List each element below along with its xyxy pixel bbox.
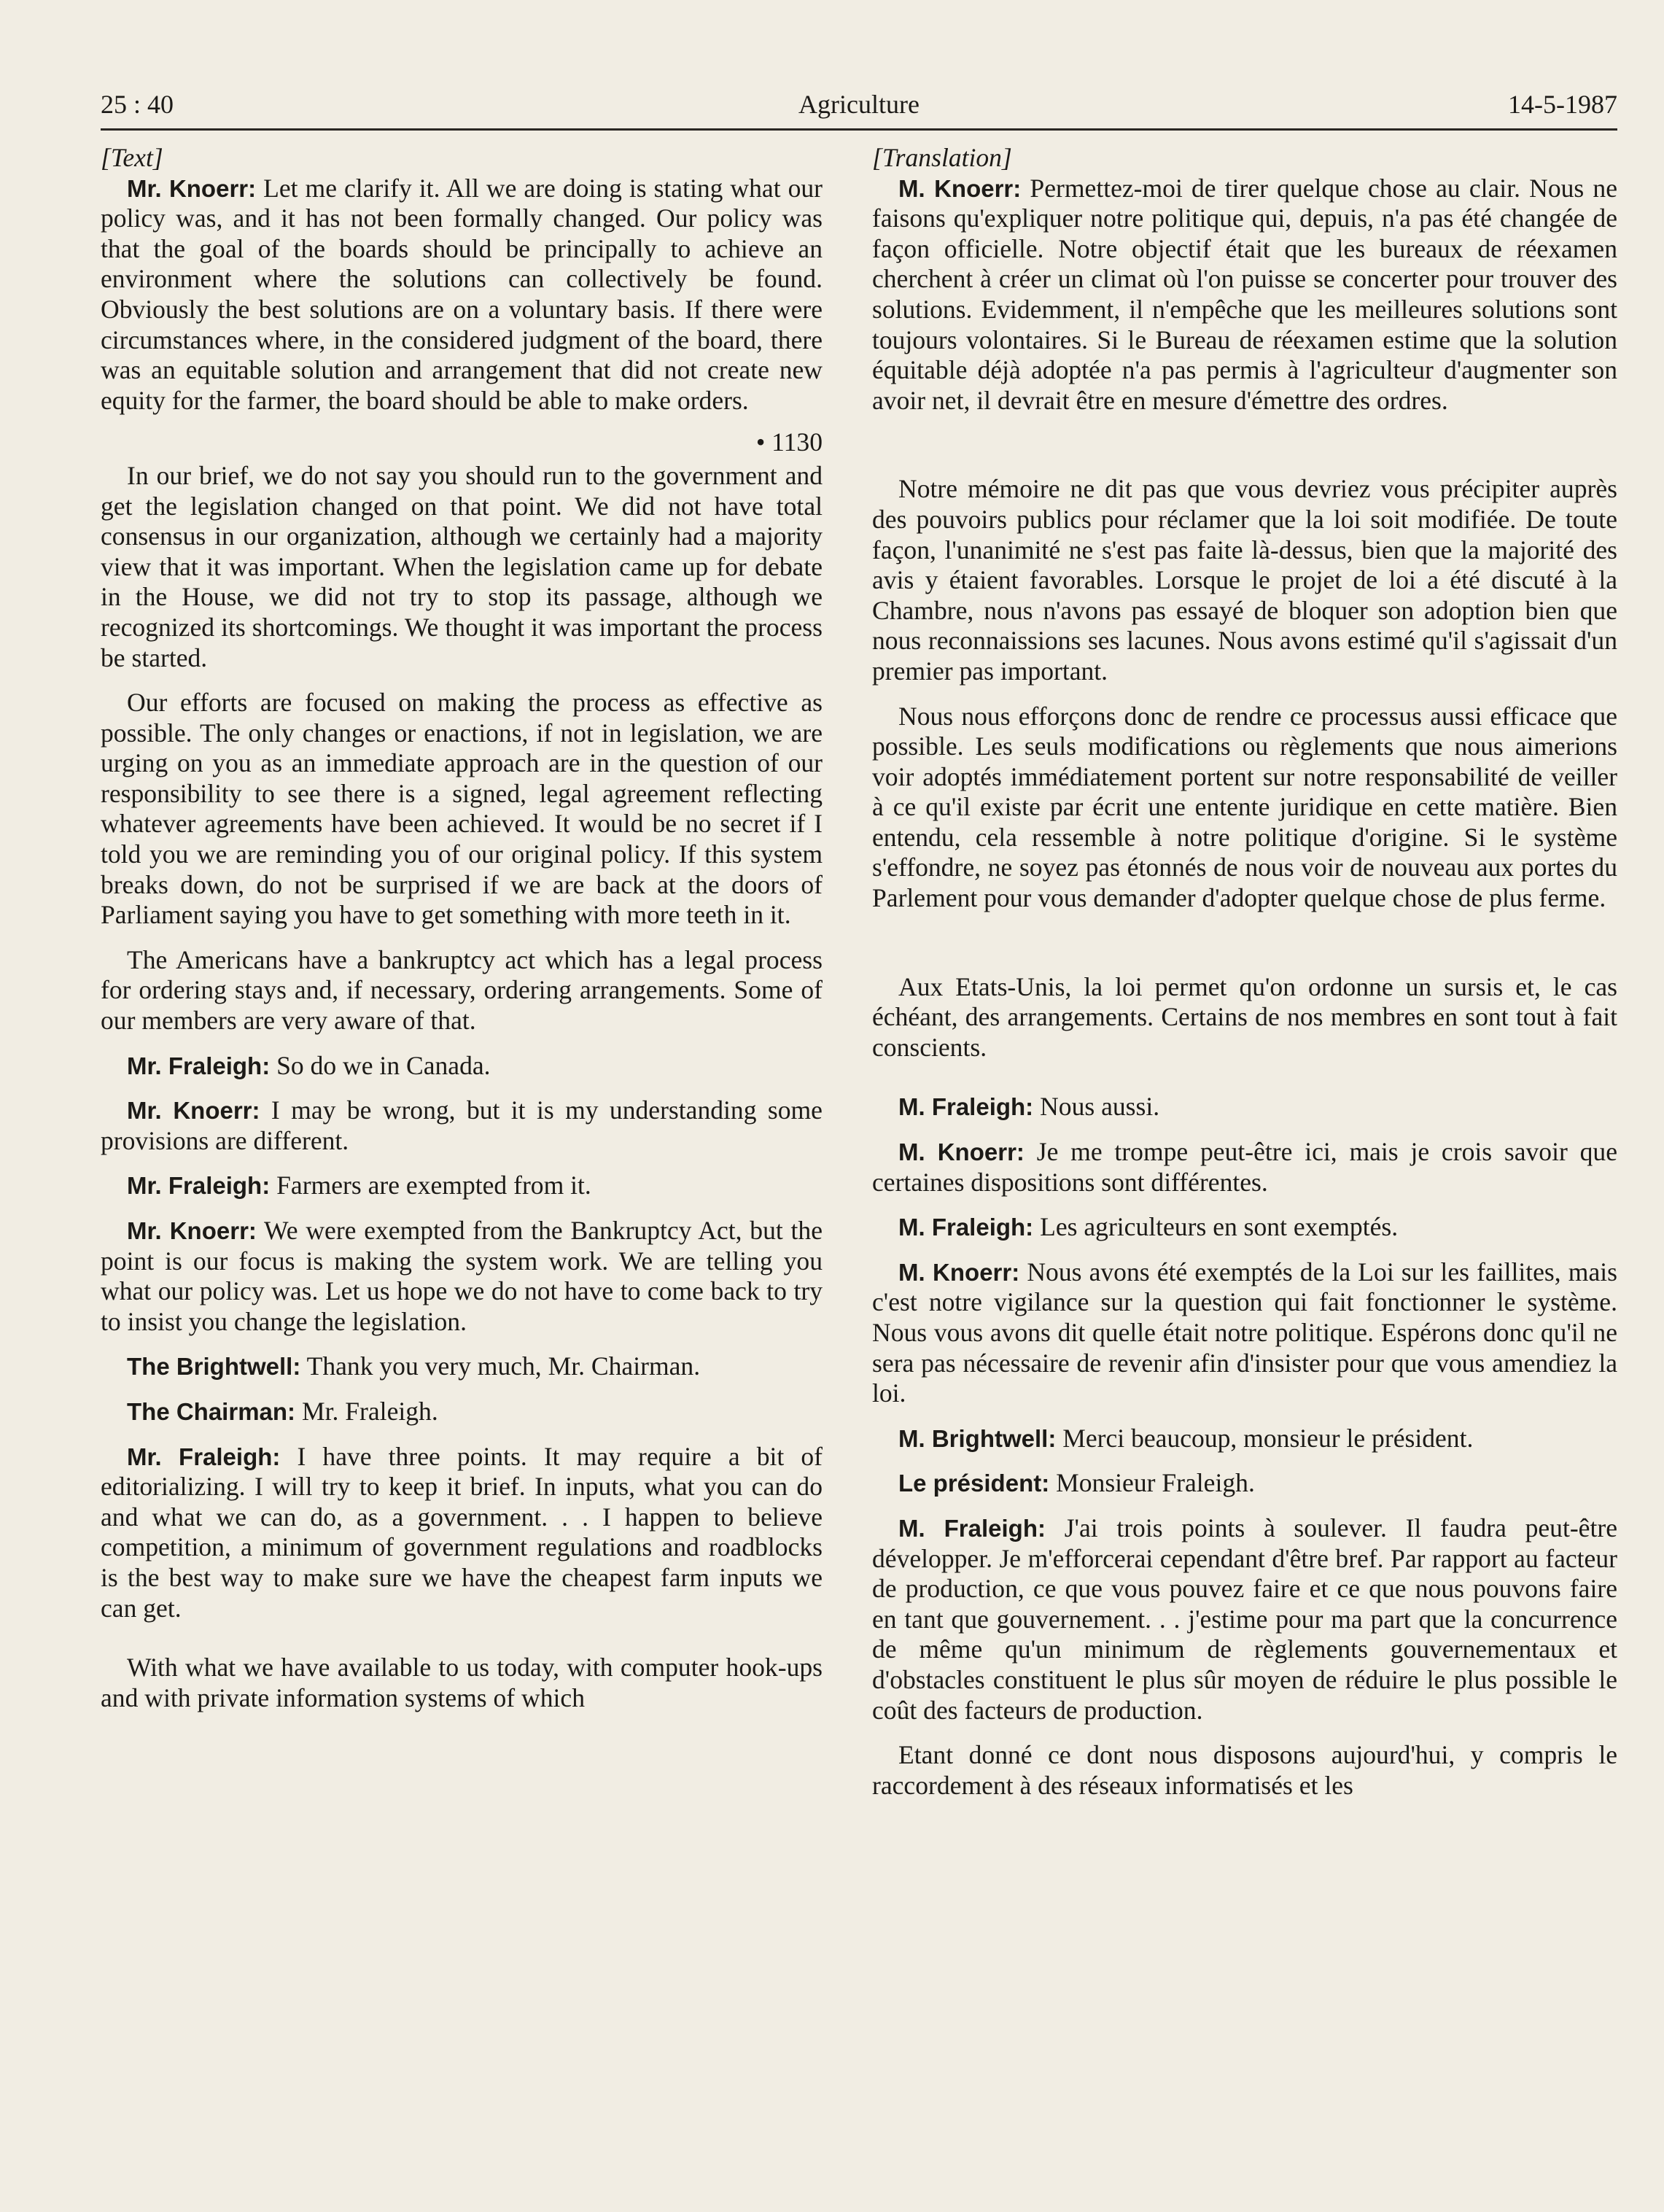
paragraph: With what we have available to us today, with computer hook-ups and with private information systems of which <box>101 1653 823 1712</box>
speaker-name: M. Knoerr: <box>898 1138 1025 1166</box>
paragraph: In our brief, we do not say you should run to the government and get the legislation changed on that point. We did not have total consensus in our organization, although we certainly had a majority view that it was important. When the legislation came up for debate in the House, we did not try to stop its passage, although we recognized its shortcomings. We thought it was important the process be started. <box>101 460 823 672</box>
speech-text: J'ai trois points à soulever. Il faudra peut-être développer. Je m'efforcerai cependant d'être bref. Par rapport au facteur de production, ce que vous pouvez faire et ce que nous pouvons faire en tant que gouvernement. . . j'estime pour ma part que la concurrence de même qu'un minimum de règlements gouvernementaux et d'obstacles constituent le plus sûr moyen de réduire le plus possible le coût des facteurs de production. <box>872 1513 1617 1725</box>
paragraph <box>872 1257 1617 1409</box>
speaker-name: Mr. Knoerr: <box>127 1217 257 1244</box>
paragraph <box>101 174 823 416</box>
paragraph <box>872 174 1617 416</box>
paragraph: Nous nous efforçons donc de rendre ce processus aussi efficace que possible. Les seuls modifications ou règlements que nous aimerions voir adoptés immédiatement portent sur notre responsabilité de veiller à ce qu'il existe par écrit une entente juridique en cette matière. Bien entendu, cela ressemble à notre politique d'origine. Si le système s'effondre, ne soyez pas étonnés de nous voir de nouveau aux portes du Parlement pour vous demander d'adopter quelque chose de plus ferme. <box>872 701 1617 913</box>
paragraph <box>101 1351 823 1382</box>
paragraph <box>101 1442 823 1624</box>
speaker-name: Mr. Knoerr: <box>127 1097 260 1125</box>
translation-label: [Translation] <box>872 143 1012 172</box>
speaker-name: Mr. Fraleigh: <box>127 1443 281 1470</box>
page-number: 25 : 40 <box>101 90 174 119</box>
paragraph <box>872 1513 1617 1726</box>
speech-text: I may be wrong, but it is my understanding some provisions are different. <box>101 1095 823 1155</box>
speaker-name: M. Fraleigh: <box>898 1514 1046 1542</box>
header-date: 14-5-1987 <box>1508 90 1617 119</box>
speaker-name: Mr. Fraleigh: <box>127 1172 271 1200</box>
speech-text: Permettez-moi de tirer quelque chose au clair. Nous ne faisons qu'expliquer notre politique qui, depuis, n'a pas été changée de façon officielle. Notre objectif était que les bureaux de réexamen cherchent à créer un climat où l'on puisse se concerter pour trouver des solutions. Evidemment, il n'empêche que les meilleures solutions sont toujours volontaires. Si le Bureau de réexamen estime que la solution équitable déjà adoptée n'a pas permis à l'agriculteur d'augmenter son avoir net, il devrait être en mesure d'émettre des ordres. <box>872 173 1617 415</box>
speech-text: Mr. Fraleigh. <box>301 1396 438 1426</box>
speech-text: So do we in Canada. <box>276 1050 491 1080</box>
header-title: Agriculture <box>798 90 920 119</box>
speech-text: I have three points. It may require a bit of editorializing. I will try to keep it brief. In inputs, what you can do and what we can do, as a government. . . I happen to believe competition, a minimum of government regulations and roadblocks is the best way to make sure we have the cheapest farm inputs we can get. <box>101 1441 823 1623</box>
french-column <box>872 143 1617 1801</box>
speaker-name: M. Fraleigh: <box>898 1093 1034 1121</box>
paragraph <box>872 1212 1617 1243</box>
speech-text: Nous avons été exemptés de la Loi sur les faillites, mais c'est notre vigilance sur la question qui fait fonctionner le système. Nous vous avons dit quelle était notre politique. Espérons donc qu'il ne sera pas nécessaire de revenir afin d'insister pour que vous amendiez la loi. <box>872 1257 1617 1408</box>
paragraph: Aux Etats-Unis, la loi permet qu'on ordonne un sursis et, le cas échéant, des arrangements. Certains de nos membres en sont tout à fait conscients. <box>872 971 1617 1062</box>
paragraph <box>101 1051 823 1082</box>
speech-text: Let me clarify it. All we are doing is stating what our policy was, and it has not been formally changed. Our policy was that the goal of the boards should be principally to achieve an environment where the solutions can collectively be found. Obviously the best solutions are on a voluntary basis. If there were circumstances where, in the considered judgment of the board, there was an equitable solution and arrangement that did not create new equity for the farmer, the board should be able to make orders. <box>101 173 823 415</box>
paragraph: Notre mémoire ne dit pas que vous devriez vous précipiter auprès des pouvoirs publics pour réclamer que la loi soit modifiée. De toute façon, l'unanimité ne s'est pas faite là-dessus, bien que la majorité des avis y étaient favorables. Lorsque le projet de loi a été discuté à la Chambre, nous n'avons pas essayé de bloquer son adoption bien que nous reconnaissions ses lacunes. Nous avons estimé qu'il s'agissait d'un premier pas important. <box>872 474 1617 686</box>
paragraph: Our efforts are focused on making the process as effective as possible. The only changes or enactions, if not in legislation, we are urging on you as an immediate approach are in the question of our responsibility to see there is a signed, legal agreement reflecting whatever agreements have been achieved. It would be no secret if I told you we are reminding you of our original policy. If this system breaks down, do not be surprised if we are back at the doors of Parliament saying you have to get something with more teeth in it. <box>101 688 823 930</box>
speaker-name: Le président: <box>898 1470 1050 1497</box>
speaker-name: The Brightwell: <box>127 1353 301 1381</box>
paragraph <box>872 1468 1617 1499</box>
speaker-name: M. Knoerr: <box>898 174 1022 202</box>
paragraph <box>101 1397 823 1427</box>
speech-text: Nous aussi. <box>1040 1092 1160 1122</box>
time-marker: • 1130 <box>755 427 823 457</box>
paragraph: The Americans have a bankruptcy act which has a legal process for ordering stays and, if necessary, ordering arrangements. Some of our members are very aware of that. <box>101 944 823 1036</box>
speech-text: Farmers are exempted from it. <box>276 1171 591 1200</box>
speech-text: Je me trompe peut-être ici, mais je crois savoir que certaines dispositions sont différentes. <box>872 1137 1617 1197</box>
speaker-name: M. Fraleigh: <box>898 1214 1034 1241</box>
paragraph <box>872 1092 1617 1122</box>
speaker-name: Mr. Fraleigh: <box>127 1052 271 1079</box>
speaker-name: M. Knoerr: <box>898 1258 1020 1286</box>
paragraph <box>872 1424 1617 1454</box>
page-header <box>101 86 1617 131</box>
paragraph: Etant donné ce dont nous disposons aujourd'hui, y compris le raccordement à des réseaux informatisés et les <box>872 1740 1617 1800</box>
speaker-name: Mr. Knoerr: <box>127 174 257 202</box>
speech-text: Thank you very much, Mr. Chairman. <box>306 1351 701 1381</box>
paragraph <box>101 1216 823 1337</box>
speech-text: Monsieur Fraleigh. <box>1056 1468 1255 1498</box>
text-label: [Text] <box>101 143 163 172</box>
paragraph <box>101 1095 823 1156</box>
english-column <box>101 143 823 1713</box>
speaker-name: The Chairman: <box>127 1397 296 1425</box>
speaker-name: M. Brightwell: <box>898 1424 1057 1452</box>
speech-text: Les agriculteurs en sont exemptés. <box>1040 1212 1399 1242</box>
speech-text: Merci beaucoup, monsieur le président. <box>1062 1423 1474 1453</box>
speech-text: We were exempted from the Bankruptcy Act, but the point is our focus is making the system work. We are telling you what our policy was. Let us hope we do not have to come back to try to insist you change the legislation. <box>101 1216 823 1336</box>
paragraph <box>101 1171 823 1201</box>
paragraph <box>872 1137 1617 1198</box>
